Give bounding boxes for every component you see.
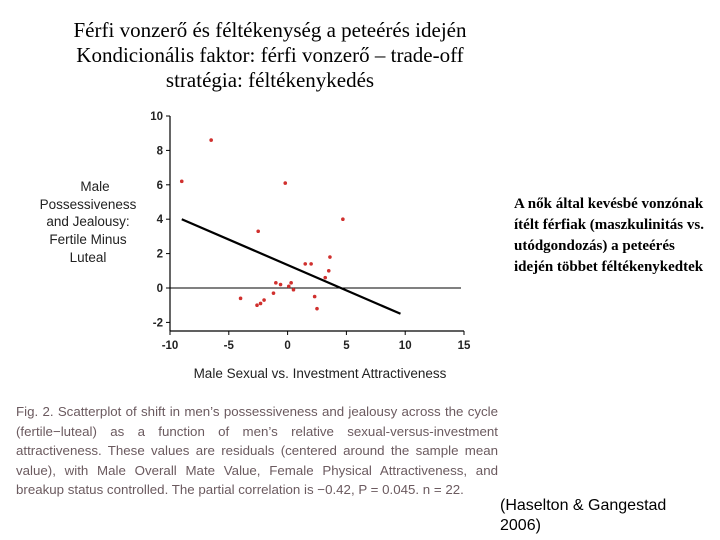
data-point — [180, 180, 184, 184]
data-point — [303, 262, 307, 266]
y-tick-label: -2 — [152, 317, 163, 330]
data-point — [272, 291, 276, 295]
data-point — [259, 302, 263, 306]
y-tick-label: 6 — [156, 179, 163, 192]
data-point — [279, 283, 283, 287]
y-tick-label: 8 — [156, 145, 163, 158]
data-point — [255, 303, 259, 307]
y-axis-label-line: Fertile Minus — [49, 232, 127, 247]
data-point — [283, 181, 287, 185]
data-point — [287, 284, 291, 288]
data-point — [274, 281, 278, 285]
y-tick-label: 2 — [156, 248, 163, 261]
data-point — [209, 138, 213, 142]
y-axis-label-line: Male — [80, 179, 110, 194]
y-axis-label-line: Luteal — [69, 250, 107, 265]
data-point — [239, 297, 243, 301]
data-point — [289, 281, 293, 285]
figure-caption: Fig. 2. Scatterplot of shift in men’s possessiveness and jealousy across the cycle (fertile−luteal) as a function of men’s relative sexual-versus-investment attractiveness. These values are residuals (centered around the sample mean value), with Male Overall Mate Value, Female Physical Attractiveness, and breakup status controlled. The partial correlation is −0.42, P = 0.045. n = 22. — [16, 404, 498, 497]
x-tick-label: 5 — [343, 340, 350, 352]
slide-title-line-1: Férfi vonzerő és féltékenység a peteérés idején — [73, 18, 467, 42]
x-tick-label: 15 — [457, 340, 471, 352]
y-axis-label-line: Possessiveness — [39, 197, 137, 212]
data-point — [292, 288, 296, 292]
data-point — [315, 307, 319, 311]
data-point — [327, 269, 331, 273]
data-point — [262, 298, 266, 302]
data-point — [309, 262, 313, 266]
slide-title-line-2: Kondicionális faktor: férfi vonzerő – trade-off — [76, 43, 464, 67]
y-tick-label: 10 — [150, 111, 163, 123]
data-point — [323, 276, 327, 280]
data-point — [256, 229, 260, 233]
slide-title-line-3: stratégia: féltékenykedés — [165, 68, 375, 92]
y-tick-label: 0 — [156, 283, 163, 295]
x-axis-label: Male Sexual vs. Investment Attractiveness — [193, 366, 447, 381]
x-tick-label: -10 — [161, 340, 179, 352]
y-axis-label — [40, 179, 137, 265]
citation: (Haselton & Gangestad 2006) — [500, 497, 667, 534]
x-tick-label: 0 — [284, 340, 291, 352]
x-tick-label: 10 — [398, 340, 412, 352]
y-axis-label-line: and Jealousy: — [46, 214, 130, 229]
data-point — [341, 217, 345, 221]
data-point — [328, 255, 332, 259]
x-tick-label: -5 — [223, 340, 234, 352]
data-point — [313, 295, 317, 299]
y-tick-label: 4 — [156, 214, 163, 227]
side-note: A nők által kevésbé vonzónak ítélt férfiak (maszkulinitás vs. utódgondozás) a peteérés idején többet féltékenykedtek — [514, 196, 704, 275]
regression-line — [182, 219, 401, 314]
